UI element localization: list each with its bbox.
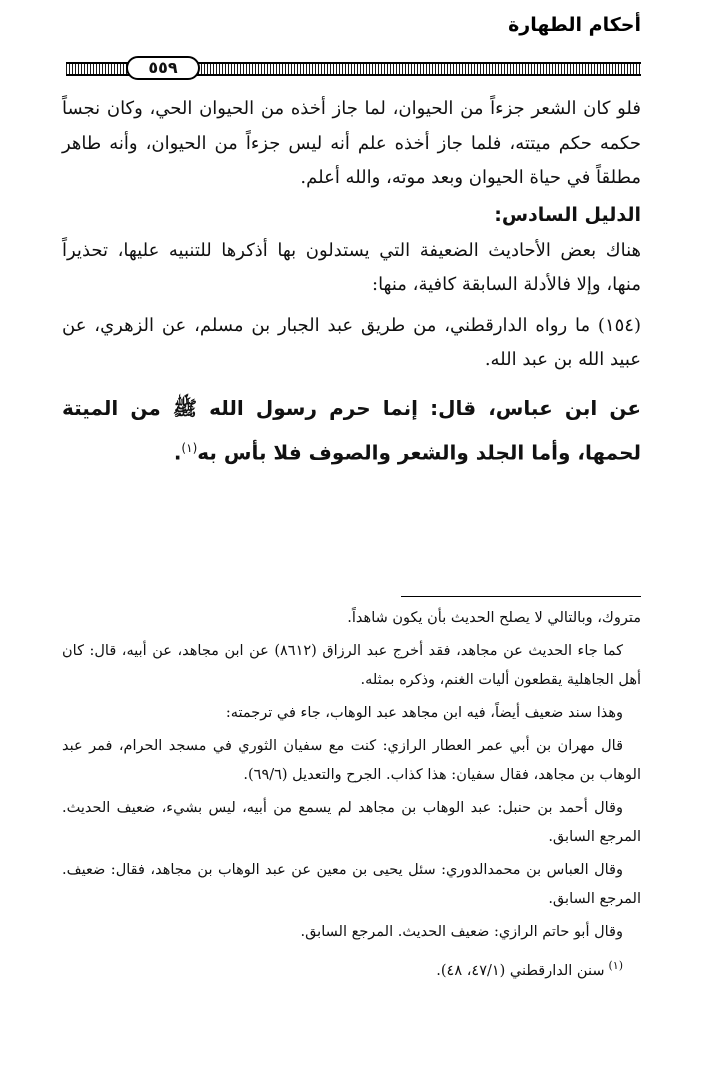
footnote-line: كما جاء الحديث عن مجاهد، فقد أخرج عبد الرزاق (٨٦١٢) عن ابن مجاهد، عن أبيه، قال: كان أهل الجاهلية يقطعون أليات الغنم، وذكره بمثله.: [62, 643, 641, 688]
footnote-line: متروك، وبالتالي لا يصلح الحديث بأن يكون شاهداً.: [347, 610, 641, 626]
hadith-footnote-mark: (١): [181, 440, 198, 455]
hadith-end: .: [173, 440, 182, 465]
footnote-line: وقال العباس بن محمدالدوري: سئل يحيى بن معين عن عبد الوهاب بن مجاهد، فقال: ضعيف. المرجع السابق.: [62, 862, 641, 907]
footnotes: [62, 604, 641, 990]
hadith-text: عن ابن عباس، قال: إنما حرم رسول الله ﷺ من الميتة لحمها، وأما الجلد والشعر والصوف فلا بأس به: [62, 395, 641, 465]
paragraph-narration-154: (١٥٤) ما رواه الدارقطني، من طريق عبد الجبار بن مسلم، عن الزهري، عن عبيد الله بن عبد الله.: [62, 314, 641, 370]
paragraph-hair-ruling: فلو كان الشعر جزءاً من الحيوان، لما جاز أخذه من الحيوان الحي، وكان نجساً حكمه حكم ميتته، فلما جاز أخذه علم أنه ليس جزءاً من الحيوان، وأنه طاهر مطلقاً في حياة الحيوان وبعد موته، والله أعلم.: [62, 98, 641, 188]
footnote-divider: [401, 596, 641, 597]
footnote-ref-text: سنن الدارقطني (٤٧/١، ٤٨).: [436, 962, 605, 979]
hadith-quote: [62, 388, 641, 473]
paragraph-weak-hadiths: هناك بعض الأحاديث الضعيفة التي يستدلون بها أذكرها للتنبيه عليها، تحذيراً منها، وإلا فالأدلة السابقة كافية، منها:: [62, 239, 641, 295]
footnote-line: وهذا سند ضعيف أيضاً، فيه ابن مجاهد عبد الوهاب، جاء في ترجمته:: [225, 705, 623, 721]
footnote-line: وقال أحمد بن حنبل: عبد الوهاب بن مجاهد لم يسمع من أبيه، ليس بشيء، ضعيف الحديث. المرجع السابق.: [62, 800, 641, 845]
footnote-line: قال مهران بن أبي عمر العطار الرازي: كنت مع سفيان الثوري في مسجد الحرام، فمر عبد الوهاب بن مجاهد، فقال سفيان: هذا كذاب. الجرح والتعديل (٦٩/٦).: [62, 738, 641, 783]
footnote-reference: [62, 951, 641, 986]
page-number: ٥٥٩: [126, 56, 200, 80]
running-title: أحكام الطهارة: [508, 14, 641, 36]
footnote-ref-mark: (١): [608, 959, 623, 972]
footnote-line: وقال أبو حاتم الرازي: ضعيف الحديث. المرجع السابق.: [300, 924, 623, 940]
section-heading: الدليل السادس:: [494, 203, 641, 226]
main-text: [62, 92, 641, 472]
